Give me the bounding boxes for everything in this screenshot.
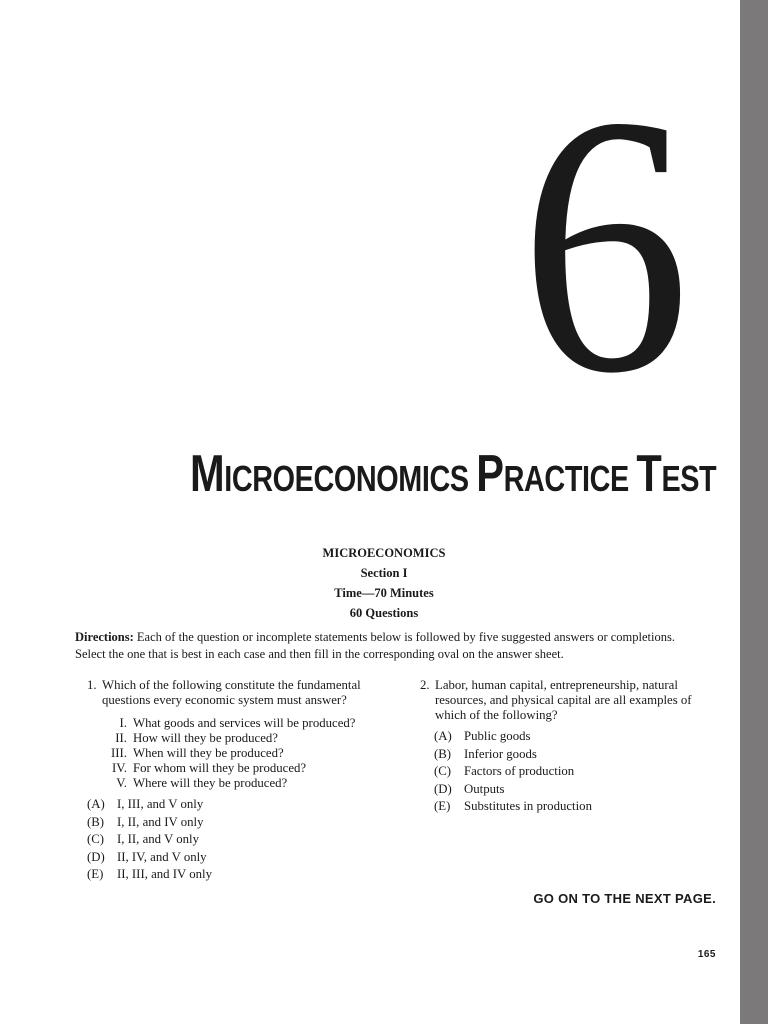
statement-list	[91, 716, 387, 791]
chapter-title-part: RACTICE	[503, 458, 637, 499]
choice-label: (C)	[87, 832, 105, 846]
answer-choices	[87, 797, 387, 885]
chapter-title-part: ICROECONOMICS	[224, 458, 477, 499]
statement-numeral: II.	[115, 731, 127, 745]
choice-label: (A)	[434, 729, 452, 743]
section-header	[0, 543, 768, 623]
answer-choice	[87, 832, 387, 850]
chapter-title-part: M	[190, 445, 225, 503]
statement-numeral: V.	[116, 776, 127, 790]
choice-label: (E)	[434, 799, 451, 813]
answer-choice	[87, 850, 387, 868]
chapter-title-part: T	[636, 445, 662, 503]
choice-label: (D)	[434, 781, 452, 796]
statement-text: Where will they be produced?	[133, 776, 288, 790]
go-on-notice: GO ON TO THE NEXT PAGE.	[533, 891, 716, 906]
answer-choice	[87, 815, 387, 833]
choice-label: (B)	[87, 814, 105, 829]
answer-choice	[87, 797, 387, 815]
choice-text: I, II, and V only	[117, 832, 199, 846]
question-text: Labor, human capital, entrepreneurship, natural resources, and physical capital are all examples of which of the following?	[435, 678, 692, 722]
answer-choice	[434, 782, 710, 800]
chapter-number: 6	[520, 40, 691, 450]
question-number: 1.	[87, 678, 97, 692]
chapter-title-part: EST	[661, 458, 717, 499]
answer-choices	[434, 729, 710, 817]
answer-choice	[87, 867, 387, 885]
question-stem	[420, 678, 710, 723]
question-1	[87, 678, 387, 885]
directions-text: Each of the question or incomplete statements below is followed by five suggested answers or completions. Select the one that is best in each case and then fill in the corresponding oval on the answer sheet.	[75, 630, 675, 661]
question-2	[420, 678, 710, 817]
page-number: 165	[697, 949, 716, 960]
statement-numeral: I.	[119, 716, 127, 730]
answer-choice	[434, 729, 710, 747]
choice-text: Outputs	[464, 781, 505, 796]
choice-text: Inferior goods	[464, 746, 537, 761]
statement-text: For whom will they be produced?	[133, 761, 307, 775]
statement-item	[91, 761, 387, 776]
directions-lead: Directions:	[75, 630, 134, 644]
choice-text: I, II, and IV only	[117, 814, 204, 829]
choice-label: (B)	[434, 746, 452, 761]
choice-text: Public goods	[464, 729, 531, 743]
answer-choice	[434, 764, 710, 782]
statement-numeral: III.	[111, 746, 127, 760]
choice-label: (C)	[434, 764, 452, 778]
statement-item	[91, 776, 387, 791]
statement-text: What goods and services will be produced?	[133, 716, 356, 730]
section-subject: MICROECONOMICS	[322, 546, 446, 560]
choice-label: (D)	[87, 849, 105, 864]
chapter-title-part: P	[476, 445, 504, 503]
choice-text: I, III, and V only	[117, 797, 204, 811]
question-stem	[87, 678, 387, 708]
statement-item	[91, 716, 387, 731]
answer-choice	[434, 747, 710, 765]
choice-text: Substitutes in production	[464, 799, 592, 813]
answer-choice	[434, 799, 710, 817]
choice-text: II, IV, and V only	[117, 849, 207, 864]
page-edge-bar	[740, 0, 768, 1024]
statement-numeral: IV.	[111, 761, 127, 775]
section-question-count: 60 Questions	[349, 606, 419, 620]
choice-text: Factors of production	[464, 764, 575, 778]
statement-text: When will they be produced?	[133, 746, 284, 760]
section-number: Section I	[360, 566, 408, 580]
statement-item	[91, 746, 387, 761]
statement-item	[91, 731, 387, 746]
chapter-title	[190, 445, 717, 503]
question-number: 2.	[420, 678, 430, 692]
question-text: Which of the following constitute the fundamental questions every economic system must answer?	[102, 678, 361, 707]
directions	[75, 629, 695, 663]
statement-text: How will they be produced?	[133, 731, 278, 745]
choice-label: (A)	[87, 797, 105, 811]
choice-label: (E)	[87, 867, 104, 881]
section-time: Time—70 Minutes	[334, 586, 434, 600]
choice-text: II, III, and IV only	[117, 867, 213, 881]
